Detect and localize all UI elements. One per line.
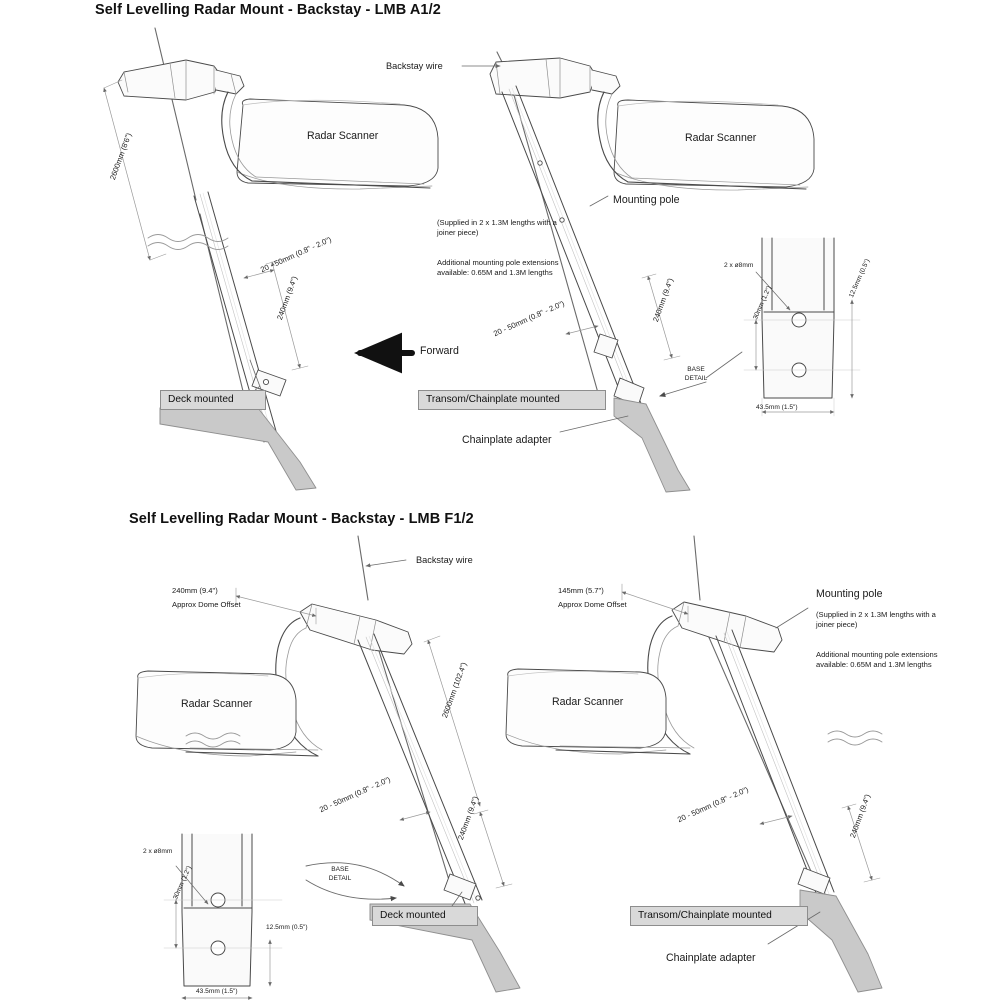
- dim-base-12-5-a: 12.5mm (0.5"): [848, 258, 872, 299]
- label-mounting-pole-a: Mounting pole: [613, 194, 680, 206]
- label-base-detail-f: BASE DETAIL: [328, 866, 352, 882]
- label-radar-scanner-f-left: Radar Scanner: [181, 698, 253, 710]
- dim-20-50-a-left: 20 - 50mm (0.8" - 2.0"): [259, 234, 333, 275]
- dim-base-30-a: 30mm (1.2"): [752, 285, 774, 321]
- dim-base-43-5-f: 43.5mm (1.5"): [196, 988, 238, 995]
- dim-240-a-left: 240mm (9.4"): [275, 275, 300, 322]
- label-radar-scanner-a-right: Radar Scanner: [685, 132, 757, 144]
- dim-2600-a: 2600mm (8'6"): [108, 131, 134, 182]
- label-mounting-pole-note-f: (Supplied in 2 x 1.3M lengths with a joiner piece): [816, 610, 936, 630]
- chip-deck-mounted-a: Deck mounted: [160, 390, 266, 410]
- offset-dim-f-right-sub: Approx Dome Offset: [558, 600, 627, 609]
- dim-240-a-right: 240mm (9.4"): [651, 277, 676, 324]
- label-mounting-pole-note2-a: Additional mounting pole extensions available: 0.65M and 1.3M lengths: [437, 258, 559, 278]
- dim-20-50-f-right: 20 - 50mm (0.8" - 2.0"): [676, 784, 750, 825]
- offset-dim-f-left-sub: Approx Dome Offset: [172, 600, 241, 609]
- label-mounting-pole-note2-f: Additional mounting pole extensions available: 0.65M and 1.3M lengths: [816, 650, 938, 670]
- label-backstay-wire-a: Backstay wire: [386, 61, 443, 71]
- dim-base-43-5-a: 43.5mm (1.5"): [756, 404, 798, 411]
- label-chainplate-adapter-a: Chainplate adapter: [462, 434, 552, 446]
- section-f-title: Self Levelling Radar Mount - Backstay - LMB F1/2: [129, 511, 474, 527]
- chip-deck-mounted-f: Deck mounted: [372, 906, 478, 926]
- dim-20-50-f-left: 20 - 50mm (0.8" - 2.0"): [318, 774, 392, 815]
- dim-240-f-right: 240mm (9.4"): [848, 793, 873, 840]
- chip-transom-mounted-f: Transom/Chainplate mounted: [630, 906, 808, 926]
- label-forward-a: Forward: [420, 345, 459, 357]
- chip-transom-mounted-a: Transom/Chainplate mounted: [418, 390, 606, 410]
- dim-240-f-left: 240mm (9.4"): [456, 795, 481, 842]
- section-a-title: Self Levelling Radar Mount - Backstay - LMB A1/2: [95, 2, 441, 18]
- label-mounting-pole-f: Mounting pole: [816, 588, 883, 600]
- label-radar-scanner-f-right: Radar Scanner: [552, 696, 624, 708]
- label-radar-scanner-a-left: Radar Scanner: [307, 130, 379, 142]
- dim-2600-f: 2600mm (102.4"): [440, 661, 469, 720]
- dim-base-30-f: 30mm (1.2"): [172, 865, 194, 901]
- offset-dim-f-left: 240mm (9.4"): [172, 586, 218, 595]
- label-base-holes-f: 2 x ø8mm: [143, 848, 173, 855]
- label-chainplate-adapter-f: Chainplate adapter: [666, 952, 756, 964]
- dim-base-12-5-f: 12.5mm (0.5"): [266, 924, 308, 931]
- label-backstay-wire-f: Backstay wire: [416, 555, 473, 565]
- label-base-detail-a: BASE DETAIL: [684, 366, 708, 382]
- dim-20-50-a-right: 20 - 50mm (0.8" - 2.0"): [492, 298, 566, 339]
- offset-dim-f-right: 145mm (5.7"): [558, 586, 604, 595]
- label-mounting-pole-note-a: (Supplied in 2 x 1.3M lengths with a joiner piece): [437, 218, 557, 238]
- label-base-holes-a: 2 x ø8mm: [724, 262, 754, 269]
